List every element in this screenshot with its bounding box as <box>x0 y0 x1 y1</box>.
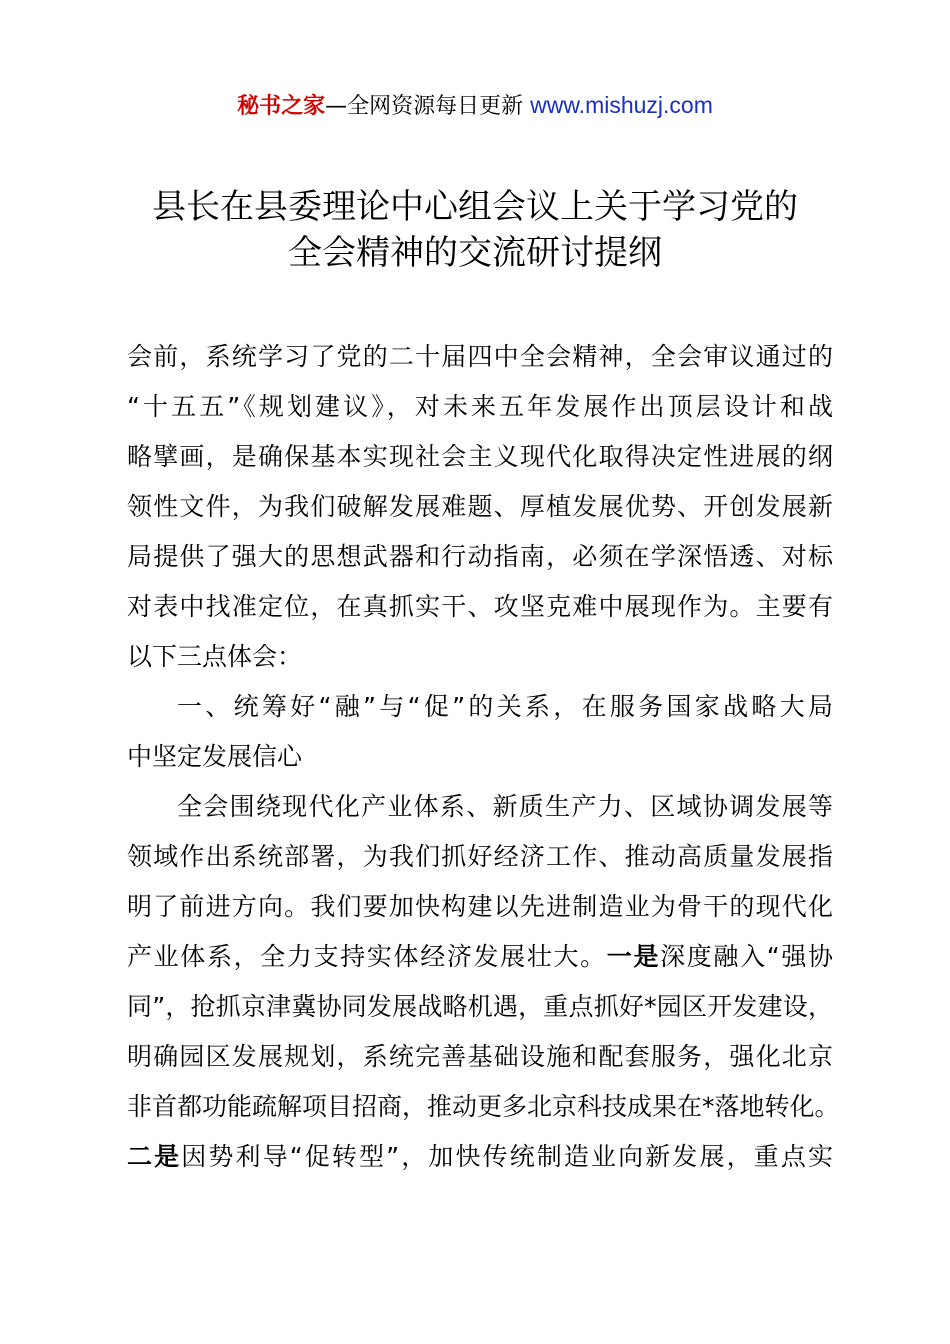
section-heading-1 <box>127 682 833 782</box>
site-url[interactable]: www.mishuzj.com <box>530 92 713 118</box>
heading-line: 一、统筹好“融”与“促”的关系，在服务国家战略大局 <box>177 692 833 721</box>
text-line: 同”，抢抓京津冀协同发展战略机遇，重点抓好*园区开发建设， <box>127 992 833 1021</box>
point-marker: 一是 <box>606 942 661 971</box>
banner-tagline: —全网资源每日更新 <box>325 94 531 119</box>
text-line: 领性文件，为我们破解发展难题、厚植发展优势、开创发展新 <box>127 492 833 521</box>
intro-paragraph <box>127 332 833 682</box>
title-line-1: 县长在县委理论中心组会议上关于学习党的 <box>152 187 798 227</box>
section-body-1 <box>127 782 840 1182</box>
text-line <box>127 1132 833 1182</box>
brand-name: 秘书之家 <box>237 94 326 119</box>
text-line: 全会围绕现代化产业体系、新质生产力、区域协调发展等 <box>177 792 833 821</box>
text-line: 明确园区发展规划，系统完善基础设施和配套服务，强化北京 <box>127 1042 833 1071</box>
text-line: 局提供了强大的思想武器和行动指南，必须在学深悟透、对标 <box>127 542 833 571</box>
text-line: “十五五”《规划建议》，对未来五年发展作出顶层设计和战 <box>127 392 833 421</box>
text-segment: 产业体系，全力支持实体经济发展壮大。 <box>127 942 607 971</box>
text-line: 非首都功能疏解项目招商，推动更多北京科技成果在*落地转化。 <box>127 1092 840 1121</box>
text-line: 会前，系统学习了党的二十届四中全会精神，全会审议通过的 <box>127 342 833 371</box>
site-banner <box>0 88 950 124</box>
text-segment: 因势利导“促转型”，加快传统制造业向新发展，重点实 <box>181 1142 833 1171</box>
title-line-2: 全会精神的交流研讨提纲 <box>288 233 662 273</box>
text-segment: 深度融入“强协 <box>660 942 833 971</box>
text-line: 略擘画，是确保基本实现社会主义现代化取得决定性进展的纲 <box>127 442 833 471</box>
text-line: 对表中找准定位，在真抓实干、攻坚克难中展现作为。主要有 <box>127 592 833 621</box>
text-line: 领域作出系统部署，为我们抓好经济工作、推动高质量发展指 <box>127 842 833 871</box>
text-line <box>127 932 833 982</box>
text-line: 以下三点体会： <box>127 642 303 671</box>
heading-line: 中坚定发展信心 <box>127 742 303 771</box>
document-body <box>127 332 840 1182</box>
document-title <box>0 184 950 276</box>
point-marker: 二是 <box>127 1142 182 1171</box>
text-line: 明了前进方向。我们要加快构建以先进制造业为骨干的现代化 <box>127 892 833 921</box>
